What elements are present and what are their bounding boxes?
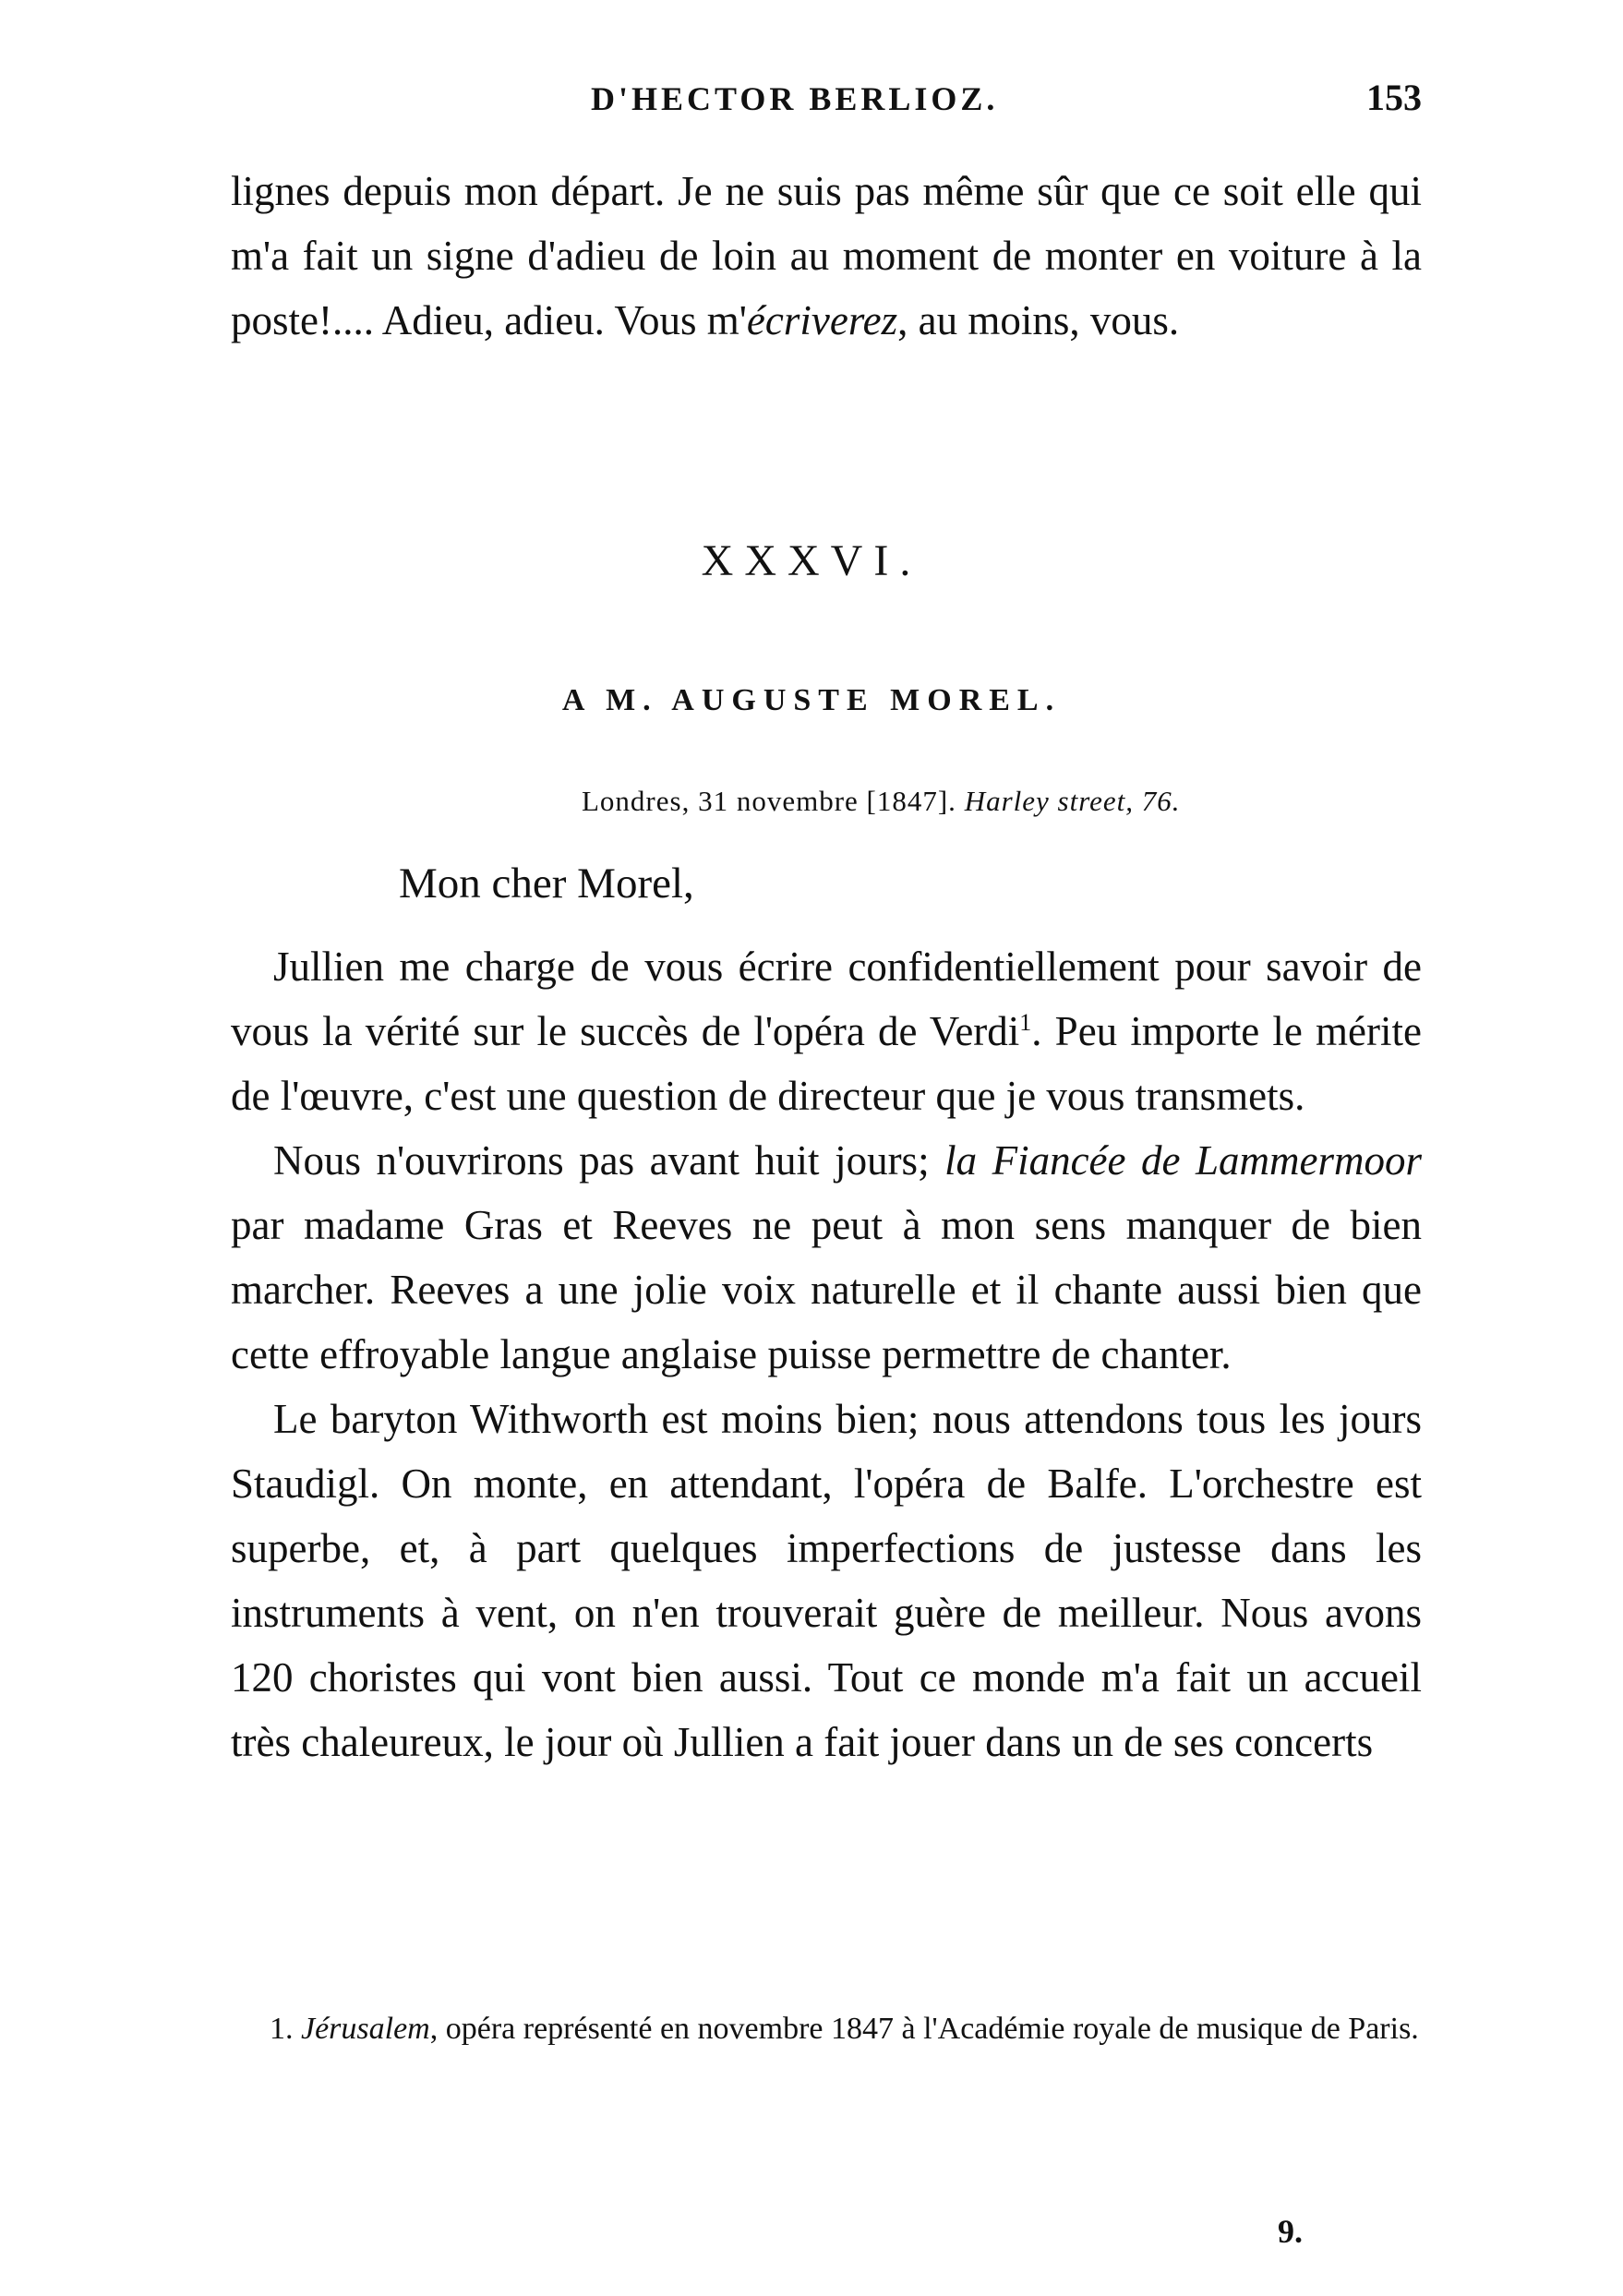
body-paragraph-3: [231, 1387, 1422, 1774]
paragraph-1-end: . Peu importe le mérite de l'œuvre, c'est une question de directeur que je vous transmets.: [231, 1008, 1422, 1119]
paragraph-2-italic: la Fiancée de Lammermoor: [944, 1137, 1422, 1184]
letter-salutation: Mon cher Morel,: [399, 859, 694, 908]
letter-addressee: A M. AUGUSTE MOREL.: [561, 683, 1062, 717]
paragraph-2-text: Nous n'ouvrirons pas avant huit jours;: [273, 1137, 945, 1184]
letter-body: [231, 934, 1422, 1774]
opening-paragraph: [231, 159, 1422, 353]
chapter-number: XXXVI.: [701, 536, 922, 585]
paragraph-2-end: par madame Gras et Reeves ne peut à mon sens manquer de bien marcher. Reeves a une jolie voix naturelle et il chante aussi bien que cette effroyable langue anglaise puisse permettre de chanter.: [231, 1202, 1422, 1377]
paragraph-3-text: Le baryton Withworth est moins bien; nous attendons tous les jours Staudigl. On monte, en attendant, l'opéra de Balfe. L'orchestre est superbe, et, à part quelques imperfections de justesse dans les instruments à vent, on n'en trouverait guère de meilleur. Nous avons 120 choristes qui vont bien aussi. Tout ce monde m'a fait un accueil très chaleureux, le jour où Jullien a fait jouer dans un de ses concerts: [231, 1396, 1422, 1765]
dateline-place-date: Londres, 31 novembre [1847].: [582, 785, 956, 817]
footnote: [231, 2009, 1422, 2050]
signature-mark: 9.: [1278, 2213, 1303, 2250]
body-paragraph-2: [231, 1128, 1422, 1387]
running-title: D'HECTOR BERLIOZ.: [591, 80, 999, 117]
page-number: 153: [1366, 77, 1422, 118]
opening-text: lignes depuis mon départ. Je ne suis pas même sûr que ce soit elle qui m'a fait un signe d'adieu de loin au moment de monter en voiture à la poste!.... Adieu, adieu. Vous m': [231, 168, 1422, 343]
opening-italic: écriverez: [746, 297, 898, 343]
footnote-number: 1.: [270, 2012, 294, 2046]
running-head: [231, 79, 1422, 135]
letter-dateline: [582, 785, 1181, 818]
footnote-italic: Jérusalem: [301, 2012, 430, 2046]
body-paragraph-1: [231, 934, 1422, 1128]
dateline-street: Harley street, 76.: [964, 785, 1181, 817]
paragraph-1-text: Jullien me charge de vous écrire confidentiellement pour savoir de vous la vérité sur le succès de l'opéra de Verdi: [231, 944, 1422, 1054]
footnote-text: , opéra représenté en novembre 1847 à l'Académie royale de musique de Paris.: [429, 2012, 1419, 2046]
footnote-reference: 1: [1019, 1009, 1032, 1036]
opening-text-end: , au moins, vous.: [897, 297, 1180, 343]
